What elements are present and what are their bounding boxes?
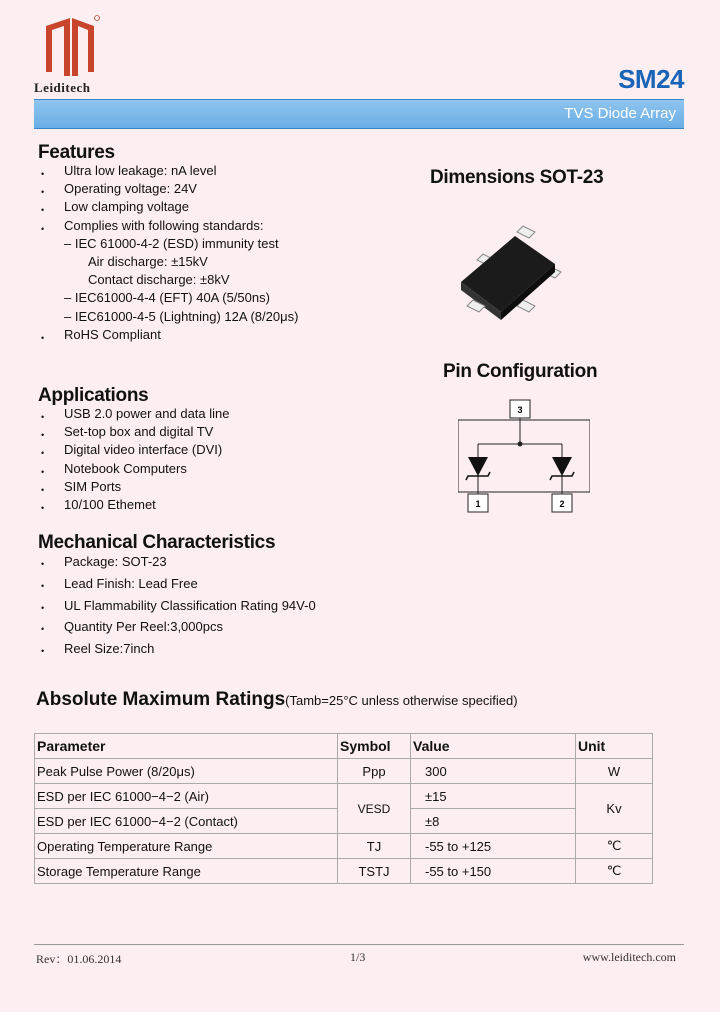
list-item: Contact discharge: ±8kV <box>88 272 230 288</box>
list-item: • Lead Finish: Lead Free <box>38 573 316 595</box>
diode-2-symbol <box>552 457 572 476</box>
cell-unit: ℃ <box>576 834 653 859</box>
leiditech-logo <box>40 14 100 80</box>
footer-page-number: 1/3 <box>350 950 366 964</box>
cell-value: ±15 <box>411 784 576 809</box>
cell-value: 300 <box>411 759 576 784</box>
applications-list <box>38 405 230 514</box>
pin-config-heading: Pin Configuration <box>443 361 598 382</box>
pin-2-label: 2 <box>559 499 565 509</box>
list-item: • Package: SOT-23 <box>38 551 316 573</box>
cell-symbol <box>338 784 411 834</box>
part-number: SM24 <box>618 64 684 94</box>
header-symbol: Symbol <box>338 734 411 759</box>
cell-unit: ℃ <box>576 859 653 884</box>
table-row <box>35 784 653 809</box>
ratings-title: Absolute Maximum Ratings <box>36 689 286 710</box>
pin-1-label: 1 <box>475 499 481 509</box>
cell-parameter: Operating Temperature Range <box>35 834 338 859</box>
vesd-symbol: VESD <box>357 802 391 816</box>
list-item: • UL Flammability Classification Rating 94V-0 <box>38 595 316 617</box>
footer-revision: Rev：01.06.2014 <box>36 952 122 966</box>
list-item: • Notebook Computers <box>38 460 230 478</box>
cell-parameter: Peak Pulse Power (8/20μs) <box>35 759 338 784</box>
ratings-note: (Tamb=25°C unless otherwise specified) <box>285 693 518 708</box>
header-parameter: Parameter <box>35 734 338 759</box>
cell-parameter: Storage Temperature Range <box>35 859 338 884</box>
brand-name: Leiditech <box>34 80 91 95</box>
table-row <box>35 834 653 859</box>
cell-parameter: ESD per IEC 61000−4−2 (Contact) <box>35 809 338 834</box>
cell-unit: W <box>576 759 653 784</box>
features-list <box>38 162 298 344</box>
dimensions-heading: Dimensions SOT-23 <box>430 167 604 188</box>
cell-value: -55 to +125 <box>411 834 576 859</box>
ratings-heading <box>36 689 518 711</box>
title-banner <box>34 99 684 129</box>
cell-unit: Kv <box>576 784 653 834</box>
pin-configuration-diagram <box>458 398 590 516</box>
cell-symbol: TJ <box>338 834 411 859</box>
cell-symbol: Ppp <box>338 759 411 784</box>
list-item: • RoHS Compliant <box>38 326 298 344</box>
list-item: • Reel Size:7inch <box>38 638 316 660</box>
cell-value: ±8 <box>411 809 576 834</box>
list-item: Air discharge: ±15kV <box>88 253 208 269</box>
list-item: • Digital video interface (DVI) <box>38 441 230 459</box>
ratings-table <box>34 733 653 884</box>
diode-1-symbol <box>468 457 488 476</box>
list-item: • Ultra low leakage: nA level <box>38 162 298 180</box>
features-heading: Features <box>38 142 115 163</box>
header-unit: Unit <box>576 734 653 759</box>
table-row <box>35 859 653 884</box>
list-item: • SIM Ports <box>38 478 230 496</box>
mechanical-list <box>38 551 316 660</box>
list-item: • Operating voltage: 24V <box>38 180 298 198</box>
list-item: – IEC 61000-4-2 (ESD) immunity test <box>64 235 279 251</box>
list-item: • USB 2.0 power and data line <box>38 405 230 423</box>
mechanical-heading: Mechanical Characteristics <box>38 532 276 553</box>
sot23-package-image <box>455 220 565 330</box>
list-item: • 10/100 Ethemet <box>38 496 230 514</box>
header-value: Value <box>411 734 576 759</box>
cell-value: -55 to +150 <box>411 859 576 884</box>
list-item: • Complies with following standards: <box>38 217 298 235</box>
list-item: • Set-top box and digital TV <box>38 423 230 441</box>
pin-3-label: 3 <box>517 405 523 415</box>
table-row <box>35 759 653 784</box>
list-item: – IEC61000-4-4 (EFT) 40A (5/50ns) <box>64 290 270 306</box>
list-item: • Quantity Per Reel:3,000pcs <box>38 616 316 638</box>
footer-website-link[interactable]: www.leiditech.com <box>582 950 676 964</box>
table-header-row <box>35 734 653 759</box>
footer-divider <box>34 944 684 945</box>
list-item: • Low clamping voltage <box>38 198 298 216</box>
applications-heading: Applications <box>38 385 149 406</box>
banner-subtitle: TVS Diode Array <box>564 105 676 122</box>
cell-symbol: TSTJ <box>338 859 411 884</box>
list-item: – IEC61000-4-5 (Lightning) 12A (8/20μs) <box>64 308 299 324</box>
cell-parameter: ESD per IEC 61000−4−2 (Air) <box>35 784 338 809</box>
